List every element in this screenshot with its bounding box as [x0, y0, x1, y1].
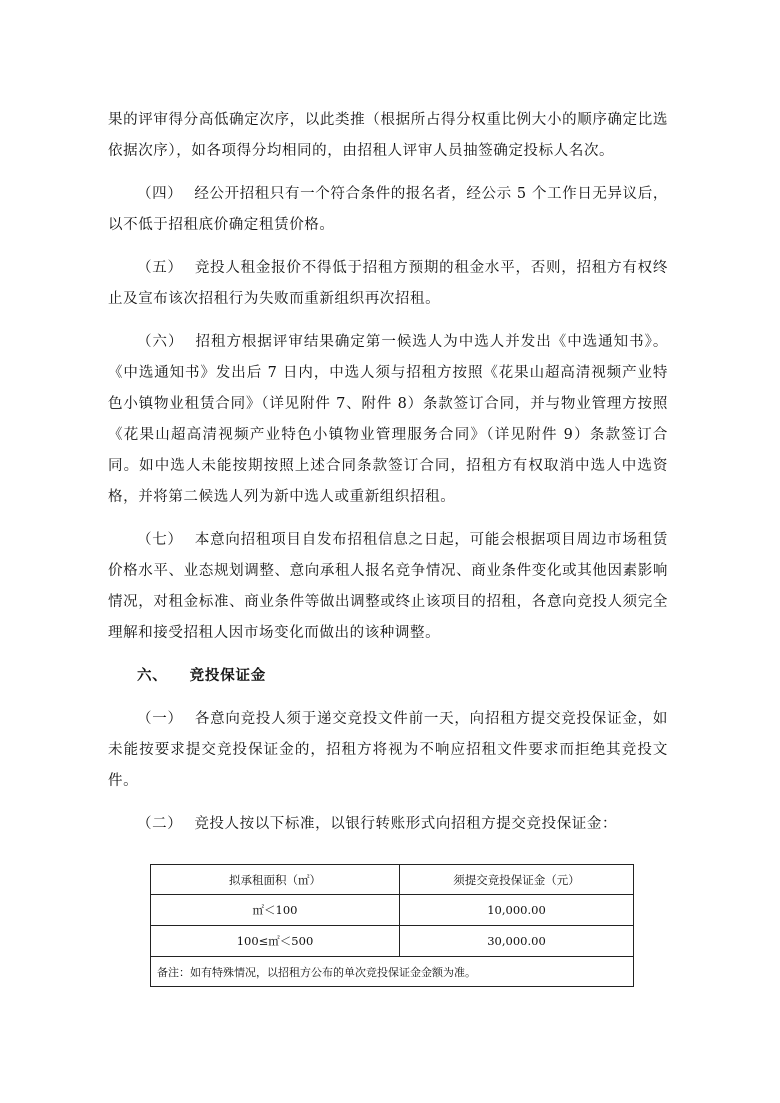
table-cell-area: ㎡＜100 [151, 895, 400, 926]
table-cell-area: 100≤㎡＜500 [151, 926, 400, 957]
paragraph-deposit-2 [108, 809, 668, 840]
paragraph-text: 竞投人租金报价不得低于招租方预期的租金水平，否则，招租方有权终止及宣布该次招租行为失败而重新组织再次招租。 [108, 260, 668, 307]
item-label: （二） [137, 816, 183, 832]
table-row [151, 926, 634, 957]
section-title: 竞投保证金 [189, 668, 267, 684]
table-header-row [151, 865, 634, 895]
paragraph-continuation [108, 105, 668, 167]
paragraph-item-5 [108, 253, 668, 315]
item-label: （七） [137, 532, 183, 548]
table-note: 备注：如有特殊情况，以招租方公布的单次竞投保证金金额为准。 [151, 957, 634, 987]
paragraph-text: 各意向竞投人须于递交竞投文件前一天，向招租方提交竞投保证金，如未能按要求提交竞投保证金的，招租方将视为不响应招租文件要求而拒绝其竞投文件。 [108, 711, 668, 789]
item-label: （一） [137, 711, 183, 727]
table-note-row [151, 957, 634, 987]
table-header-deposit: 须提交竞投保证金（元） [400, 865, 634, 895]
paragraph-text: 招租方根据评审结果确定第一候选人为中选人并发出《中选通知书》。《中选通知书》发出后 7 日内，中选人须与招租方按照《花果山超高清视频产业特色小镇物业租赁合同》（详见附件 7、附件 8）条款签订合同，并与物业管理方按照《花果山超高清视频产业特色小镇物业管理服务合同》（详见附件 9）条款签订合同。如中选人未能按期按照上述合同条款签订合同，招租方有权取消中选人中选资格，并将第二候选人列为新中选人或重新组织招租。 [108, 334, 668, 505]
section-heading [108, 661, 668, 692]
section-number: 六、 [137, 668, 168, 684]
paragraph-deposit-1 [108, 704, 668, 797]
paragraph-text: 竞投人按以下标准，以银行转账形式向招租方提交竞投保证金： [194, 816, 618, 832]
table-cell-deposit: 30,000.00 [400, 926, 634, 957]
paragraph-item-7 [108, 525, 668, 649]
table-row [151, 895, 634, 926]
deposit-table [150, 864, 634, 987]
paragraph-text: 果的评审得分高低确定次序，以此类推（根据所占得分权重比例大小的顺序确定比选依据次序），如各项得分均相同的，由招租人评审人员抽签确定投标人名次。 [108, 112, 668, 159]
paragraph-item-6 [108, 327, 668, 513]
paragraph-item-4 [108, 179, 668, 241]
item-label: （五） [137, 260, 183, 276]
item-label: （四） [137, 186, 183, 202]
paragraph-text: 本意向招租项目自发布招租信息之日起，可能会根据项目周边市场租赁价格水平、业态规划调整、意向承租人报名竞争情况、商业条件变化或其他因素影响情况，对租金标准、商业条件等做出调整或终止该项目的招租，各意向竞投人须完全理解和接受招租人因市场变化而做出的该种调整。 [108, 532, 668, 641]
table-header-area: 拟承租面积（㎡） [151, 865, 400, 895]
item-label: （六） [137, 334, 184, 350]
document-body [108, 105, 668, 852]
table-cell-deposit: 10,000.00 [400, 895, 634, 926]
paragraph-text: 经公开招租只有一个符合条件的报名者，经公示 5 个工作日无异议后，以不低于招租底价确定租赁价格。 [108, 186, 668, 233]
